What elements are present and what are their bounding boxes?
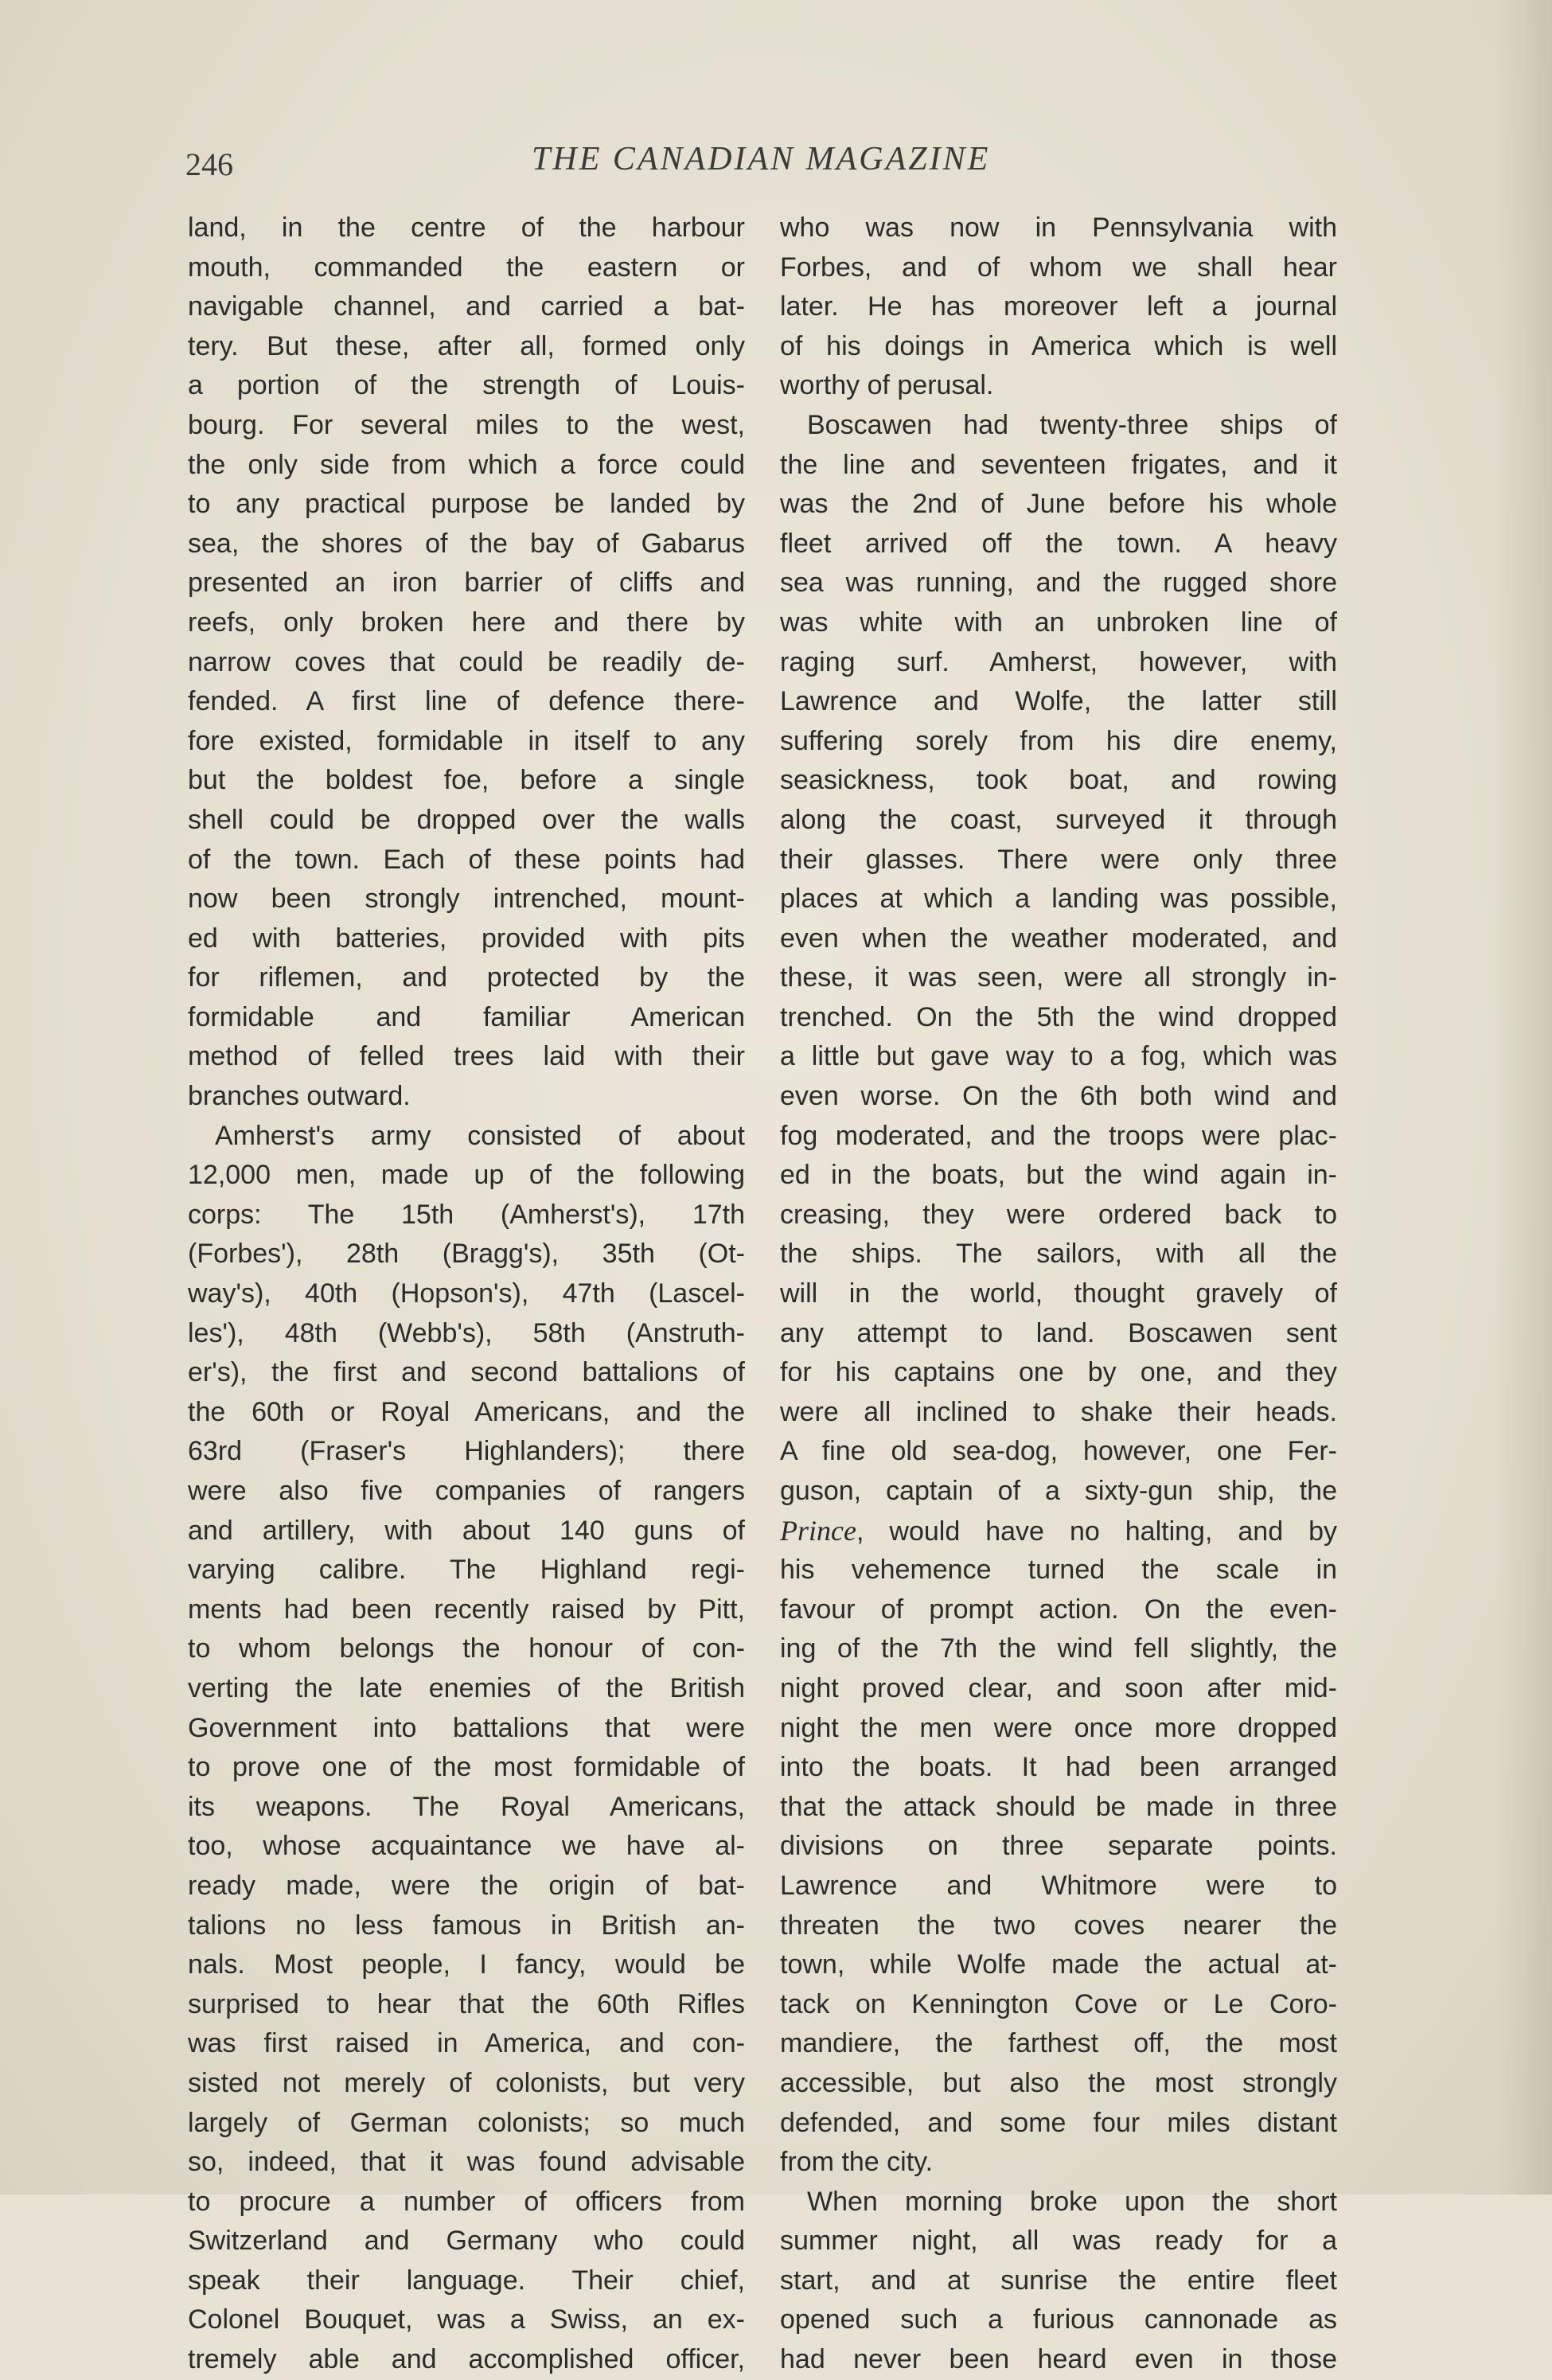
text-line: sea, the shores of the bay of Gabarus bbox=[188, 528, 745, 559]
text-line: the ships. The sailors, with all the bbox=[780, 1239, 1337, 1270]
text-line: Government into battalions that were bbox=[188, 1712, 745, 1743]
text-line: tery. But these, after all, formed only bbox=[188, 330, 745, 361]
text-line: opened such a furious cannonade as bbox=[780, 2304, 1337, 2335]
text-line: corps: The 15th (Amherst's), 17th bbox=[188, 1199, 745, 1230]
text-line: start, and at sunrise the entire fleet bbox=[780, 2265, 1337, 2296]
text-line: raging surf. Amherst, however, with bbox=[780, 646, 1337, 677]
text-line: to whom belongs the honour of con- bbox=[188, 1633, 745, 1664]
text-line: night proved clear, and soon after mid- bbox=[780, 1672, 1337, 1703]
text-line: presented an iron barrier of cliffs and bbox=[188, 568, 745, 599]
text-line: When morning broke upon the short bbox=[807, 2186, 1337, 2217]
text-line: so, indeed, that it was found advisable bbox=[188, 2147, 745, 2178]
text-line: into the boats. It had been arranged bbox=[780, 1752, 1337, 1783]
text-line: sea was running, and the rugged shore bbox=[780, 568, 1337, 599]
text-line: formidable and familiar American bbox=[188, 1001, 745, 1032]
text-line: fog moderated, and the troops were plac- bbox=[780, 1120, 1337, 1151]
text-line: suffering sorely from his dire enemy, bbox=[780, 725, 1337, 756]
text-line: ed with batteries, provided with pits bbox=[188, 923, 745, 954]
text-line: divisions on three separate points. bbox=[780, 1831, 1337, 1862]
text-line: of the town. Each of these points had bbox=[188, 844, 745, 875]
text-line: later. He has moreover left a journal bbox=[780, 291, 1337, 322]
text-line: ready made, were the origin of bat- bbox=[188, 1870, 745, 1901]
text-line: and artillery, with about 140 guns of bbox=[188, 1515, 745, 1546]
text-line: bourg. For several miles to the west, bbox=[188, 409, 745, 440]
text-line: 63rd (Fraser's Highlanders); there bbox=[188, 1436, 745, 1467]
text-line: for his captains one by one, and they bbox=[780, 1357, 1337, 1388]
left-text-column bbox=[188, 209, 745, 2380]
text-line: (Forbes'), 28th (Bragg's), 35th (Ot- bbox=[188, 1239, 745, 1270]
text-line: that the attack should be made in three bbox=[780, 1791, 1337, 1822]
text-line: les'), 48th (Webb's), 58th (Anstruth- bbox=[188, 1317, 745, 1348]
text-line: to procure a number of officers from bbox=[188, 2186, 745, 2217]
text-line: worthy of perusal. bbox=[780, 370, 994, 401]
text-line: from the city. bbox=[780, 2147, 934, 2178]
text-line: method of felled trees laid with their bbox=[188, 1041, 745, 1072]
text-line: now been strongly intrenched, mount- bbox=[188, 884, 745, 915]
text-line: accessible, but also the most strongly bbox=[780, 2067, 1337, 2098]
text-line: to any practical purpose be landed by bbox=[188, 489, 745, 520]
text-line: narrow coves that could be readily de- bbox=[188, 646, 745, 677]
text-line: town, while Wolfe made the actual at- bbox=[780, 1949, 1337, 1980]
text-line: along the coast, surveyed it through bbox=[780, 804, 1337, 835]
text-line: was white with an unbroken line of bbox=[780, 607, 1337, 638]
text-line: but the boldest foe, before a single bbox=[188, 765, 745, 796]
text-line: verting the late enemies of the British bbox=[188, 1672, 745, 1703]
text-line: largely of German colonists; so much bbox=[188, 2107, 745, 2138]
text-line: seasickness, took boat, and rowing bbox=[780, 765, 1337, 796]
text-line: night the men were once more dropped bbox=[780, 1712, 1337, 1743]
text-line: were also five companies of rangers bbox=[188, 1476, 745, 1506]
text-line: the only side from which a force could bbox=[188, 449, 745, 480]
text-line: Lawrence and Whitmore were to bbox=[780, 1870, 1337, 1901]
text-line: was first raised in America, and con- bbox=[188, 2028, 745, 2059]
text-line: threaten the two coves nearer the bbox=[780, 1910, 1337, 1941]
text-line: ed in the boats, but the wind again in- bbox=[780, 1160, 1337, 1191]
text-line: navigable channel, and carried a bat- bbox=[188, 291, 745, 322]
text-line: had never been heard even in those bbox=[780, 2344, 1337, 2375]
text-line: tremely able and accomplished officer, bbox=[188, 2344, 745, 2375]
text-line: who was now in Pennsylvania with bbox=[780, 213, 1337, 243]
text-line: even when the weather moderated, and bbox=[780, 923, 1337, 954]
text-line: shell could be dropped over the walls bbox=[188, 804, 745, 835]
text-line: mandiere, the farthest off, the most bbox=[780, 2028, 1337, 2059]
text-line: to prove one of the most formidable of bbox=[188, 1752, 745, 1783]
text-line: way's), 40th (Hopson's), 47th (Lascel- bbox=[188, 1278, 745, 1309]
text-line: sisted not merely of colonists, but very bbox=[188, 2067, 745, 2098]
text-line: too, whose acquaintance we have al- bbox=[188, 1831, 745, 1862]
binding-shadow bbox=[1496, 0, 1552, 2195]
right-text-column bbox=[780, 209, 1337, 2380]
text-line: its weapons. The Royal Americans, bbox=[188, 1791, 745, 1822]
text-line: Boscawen had twenty-three ships of bbox=[807, 409, 1337, 440]
text-line: was the 2nd of June before his whole bbox=[780, 489, 1337, 520]
text-line: the line and seventeen frigates, and it bbox=[780, 449, 1337, 480]
text-line: fleet arrived off the town. A heavy bbox=[780, 528, 1337, 559]
text-line: a portion of the strength of Louis- bbox=[188, 370, 745, 401]
ship-name-italic: Prince bbox=[780, 1514, 856, 1547]
text-line: speak their language. Their chief, bbox=[188, 2265, 745, 2296]
text-line: their glasses. There were only three bbox=[780, 844, 1337, 875]
text-line: fore existed, formidable in itself to any bbox=[188, 725, 745, 756]
text-line: tack on Kennington Cove or Le Coro- bbox=[780, 1988, 1337, 2019]
text-line-italic-start: Prince, would have no halting, and by bbox=[780, 1514, 1337, 1547]
text-line: Amherst's army consisted of about bbox=[215, 1120, 745, 1151]
text-line: Colonel Bouquet, was a Swiss, an ex- bbox=[188, 2304, 745, 2335]
text-line: defended, and some four miles distant bbox=[780, 2107, 1337, 2138]
text-line: mouth, commanded the eastern or bbox=[188, 252, 745, 283]
text-line: guson, captain of a sixty-gun ship, the bbox=[780, 1476, 1337, 1506]
text-line: Lawrence and Wolfe, the latter still bbox=[780, 686, 1337, 717]
text-line: ing of the 7th the wind fell slightly, the bbox=[780, 1633, 1337, 1664]
text-line: talions no less famous in British an- bbox=[188, 1910, 745, 1941]
text-line: trenched. On the 5th the wind dropped bbox=[780, 1001, 1337, 1032]
text-line: his vehemence turned the scale in bbox=[780, 1555, 1337, 1586]
text-line: 12,000 men, made up of the following bbox=[188, 1160, 745, 1191]
text-line: places at which a landing was possible, bbox=[780, 884, 1337, 915]
text-line: varying calibre. The Highland regi- bbox=[188, 1555, 745, 1586]
text-line: even worse. On the 6th both wind and bbox=[780, 1081, 1337, 1112]
text-line: for riflemen, and protected by the bbox=[188, 962, 745, 993]
text-line: Switzerland and Germany who could bbox=[188, 2226, 745, 2257]
text-line: of his doings in America which is well bbox=[780, 330, 1337, 361]
text-line: ments had been recently raised by Pitt, bbox=[188, 1594, 745, 1625]
text-line: were all inclined to shake their heads. bbox=[780, 1396, 1337, 1427]
text-line: A fine old sea-dog, however, one Fer- bbox=[780, 1436, 1337, 1467]
text-line: summer night, all was ready for a bbox=[780, 2226, 1337, 2257]
text-line: surprised to hear that the 60th Rifles bbox=[188, 1988, 745, 2019]
text-line: the 60th or Royal Americans, and the bbox=[188, 1396, 745, 1427]
text-line: fended. A first line of defence there- bbox=[188, 686, 745, 717]
text-line: creasing, they were ordered back to bbox=[780, 1199, 1337, 1230]
text-line: any attempt to land. Boscawen sent bbox=[780, 1317, 1337, 1348]
text-line: nals. Most people, I fancy, would be bbox=[188, 1949, 745, 1980]
text-line: branches outward. bbox=[188, 1081, 411, 1112]
text-line: reefs, only broken here and there by bbox=[188, 607, 745, 638]
text-line: land, in the centre of the harbour bbox=[188, 213, 745, 243]
text-line: Forbes, and of whom we shall hear bbox=[780, 252, 1337, 283]
text-line: er's), the first and second battalions of bbox=[188, 1357, 745, 1388]
text-line: these, it was seen, were all strongly in- bbox=[780, 962, 1337, 993]
text-line: a little but gave way to a fog, which was bbox=[780, 1041, 1337, 1072]
text-line: favour of prompt action. On the even- bbox=[780, 1594, 1337, 1625]
text-line: will in the world, thought gravely of bbox=[780, 1278, 1337, 1309]
running-title: THE CANADIAN MAGAZINE bbox=[532, 141, 991, 178]
page-number: 246 bbox=[185, 146, 233, 182]
